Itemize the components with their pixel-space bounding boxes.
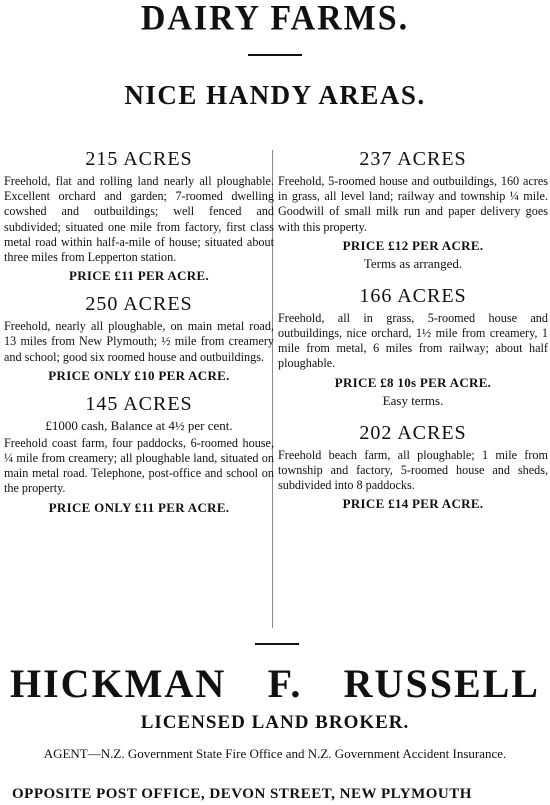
lot-price: PRICE £8 10s PER ACRE. [334, 374, 492, 390]
lot-heading: 215 ACRES [85, 148, 193, 170]
title-rule [248, 54, 302, 56]
lot-250-acres [4, 291, 274, 385]
lot-description: Freehold beach farm, all ploughable; 1 mile from township and factory, 5-roomed house and sheds, subdivided into 8 paddocks. [278, 447, 548, 493]
lot-price: PRICE £11 PER ACRE. [68, 268, 210, 284]
lot-price: PRICE ONLY £11 PER ACRE. [48, 499, 230, 515]
lot-202-acres [278, 420, 548, 514]
lot-heading: 250 ACRES [85, 293, 193, 316]
lot-237-acres [278, 146, 548, 273]
lot-price: PRICE £14 PER ACRE. [342, 496, 484, 512]
lot-description: Freehold, flat and rolling land nearly all ploughable. Excellent orchard and garden; 7-roomed dwelling cowshed and outbuildings; well fenced and subdivided; situated one mile from factory, first class metal road within half-a-mile of house; situated about three miles from Lepperton station. [4, 174, 274, 265]
broker-name-last: RUSSELL [343, 661, 540, 706]
lot-terms: Terms as arranged. [363, 255, 463, 271]
lot-description: Freehold, nearly all ploughable, on main metal road, 13 miles from New Plymouth; ½ mile from creamery and school; good six roomed house and outbuildings. [4, 319, 274, 364]
broker-name-first: HICKMAN [10, 661, 227, 706]
broker-name-initial: F. [267, 661, 303, 706]
lot-description: Freehold coast farm, four paddocks, 6-roomed house, ¼ mile from creamery; all ploughable land, situated on main metal road. Telephone, post-office and school on the property. [4, 435, 274, 496]
lot-166-acres [278, 283, 548, 410]
lot-heading: 145 ACRES [85, 392, 193, 415]
lot-price: PRICE £12 PER ACRE. [342, 237, 484, 253]
lot-heading: 202 ACRES [359, 421, 467, 444]
lot-145-acres [4, 391, 274, 517]
agent-line: AGENT—N.Z. Government State Fire Office and N.Z. Government Accident Insurance. [43, 746, 507, 761]
lot-description: Freehold, all in grass, 5-roomed house and outbuildings, nice orchard, 1½ mile from creamery, 1 mile from metal, 6 miles from railway; about half ploughable. [278, 310, 548, 371]
page-subtitle: NICE HANDY AREAS. [124, 80, 426, 110]
lot-terms: Easy terms. [382, 392, 444, 408]
broker-rule [255, 643, 299, 645]
left-column [4, 146, 274, 517]
page-title: DAIRY FARMS. [140, 0, 410, 38]
lot-215-acres [4, 146, 274, 285]
lot-lead: £1000 cash, Balance at 4½ per cent. [45, 417, 233, 433]
broker-address: OPPOSITE POST OFFICE, DEVON STREET, NEW PLYMOUTH [12, 786, 472, 802]
lot-description: Freehold, 5-roomed house and outbuildings, 160 acres in grass, all level land; railway and township ¼ mile. Goodwill of small milk run and paper delivery goes with this property. [278, 174, 548, 234]
lot-price: PRICE ONLY £10 PER ACRE. [48, 367, 230, 383]
lot-heading: 237 ACRES [359, 148, 467, 170]
broker-name [10, 662, 540, 706]
lot-heading: 166 ACRES [359, 284, 467, 307]
broker-title: LICENSED LAND BROKER. [140, 712, 410, 733]
right-column [278, 146, 548, 513]
